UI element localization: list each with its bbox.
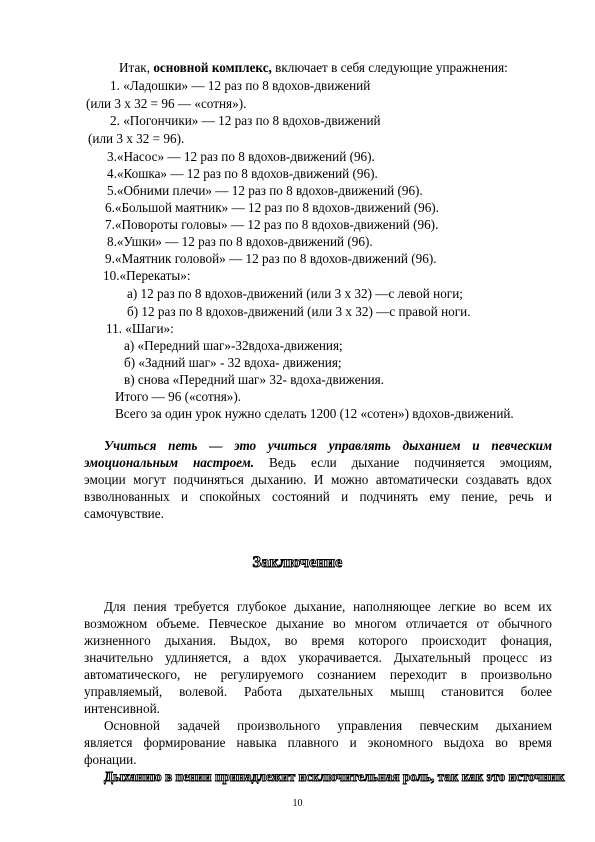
exercise-10: 10.«Перекаты»: [103,268,191,283]
exercise-9: 9.«Маятник головой» — 12 раз по 8 вдохов-движений (96). [105,251,437,266]
conclusion-p1-line-6: управляемый, волевой. Работа дыхательных мышц становится более [84,684,552,699]
exercise-1-count: (или 3 х 32 = 96 — «сотня»). [86,96,247,111]
exercise-6: 6.«Большой маятник» — 12 раз по 8 вдохов-движений (96). [105,200,439,215]
exercise-3: 3.«Насос» — 12 раз по 8 вдохов-движений (96). [107,149,375,164]
conclusion-p1-line-4: значительно удлиняется, а вдох укорачивается. Дыхательный процесс из [84,650,552,665]
exercise-1: 1. «Ладошки» — 12 раз по 8 вдохов-движений [110,78,371,93]
singing-line-1: Учиться петь — это учиться управлять дыханием и певческим [104,438,552,453]
exercise-7: 7.«Повороты головы» — 12 раз по 8 вдохов-движений (96). [105,217,439,232]
conclusion-p1-line-3: жизненного дыхания. Выдох, во время которого происходит фонация, [84,633,552,648]
intro-bold-text: основной комплекс, [153,60,272,75]
singing-line-4: взволнованных и спокойных состояний и подчинять ему пение, речь и [84,489,552,504]
conclusion-p2-line-2: является формирование навыка плавного и экономного выдоха во время [84,735,552,750]
singing-line-2 [84,454,552,471]
conclusion-p2-line-1: Основной задачей произвольного управления певческим дыханием [104,718,552,733]
conclusion-p1-line-7: интенсивной. [84,701,160,716]
exercise-10-b: б) 12 раз по 8 вдохов-движений (или 3 х 32) —с правой ноги. [127,304,471,319]
exercise-2: 2. «Погончики» — 12 раз по 8 вдохов-движений [110,113,381,128]
lesson-total: Всего за один урок нужно сделать 1200 (12 «сотен») вдохов-движений. [115,406,514,421]
singing-line-2-rest: Ведь если дыхание подчиняется эмоциям, [254,455,552,470]
exercise-total: Итого — 96 («сотня»). [115,389,242,404]
exercise-4: 4.«Кошка» — 12 раз по 8 вдохов-движений (96). [107,166,378,181]
exercise-11-c: в) снова «Передний шаг» 32- вдоха-движения. [124,372,385,387]
conclusion-p1-line-1: Для пения требуется глубокое дыхание, наполняющее легкие во всем их [104,599,552,614]
conclusion-p1-line-5: автоматического, не регулируемого сознанием переходит в произвольно [84,667,552,682]
conclusion-heading: Заключение [252,554,343,571]
page-number: 10 [292,798,303,809]
exercise-5: 5.«Обними плечи» — 12 раз по 8 вдохов-движений (96). [107,183,423,198]
intro-text: Итак, [119,60,154,75]
exercise-11-b: б) «Задний шаг» - 32 вдоха- движения; [124,355,342,370]
intro-line [119,60,508,76]
exercise-11: 11. «Шаги»: [106,321,174,336]
exercise-2-count: (или 3 х 32 = 96). [88,131,185,146]
conclusion-last-line: Дыханию в пении принадлежит исключительная роль, так как это источник [104,769,565,784]
singing-line-5: самочувствие. [84,506,164,521]
exercise-8: 8.«Ушки» — 12 раз по 8 вдохов-движений (96). [107,234,373,249]
conclusion-p1-line-2: возможном объеме. Певческое дыхание во многом отличается от обычного [84,616,552,631]
singing-line-2-bold: эмоциональным настроем. [84,455,255,470]
exercise-11-a: а) «Передний шаг»-32вдоха-движения; [124,338,343,353]
singing-line-3: эмоции могут подчиняться дыханию. И можно автоматически создавать вдох [84,472,552,487]
intro-text-end: включает в себя следующие упражнения: [271,60,508,75]
conclusion-p2-line-3: фонации. [84,752,137,767]
exercise-10-a: а) 12 раз по 8 вдохов-движений (или 3 х 32) —с левой ноги; [127,286,463,301]
